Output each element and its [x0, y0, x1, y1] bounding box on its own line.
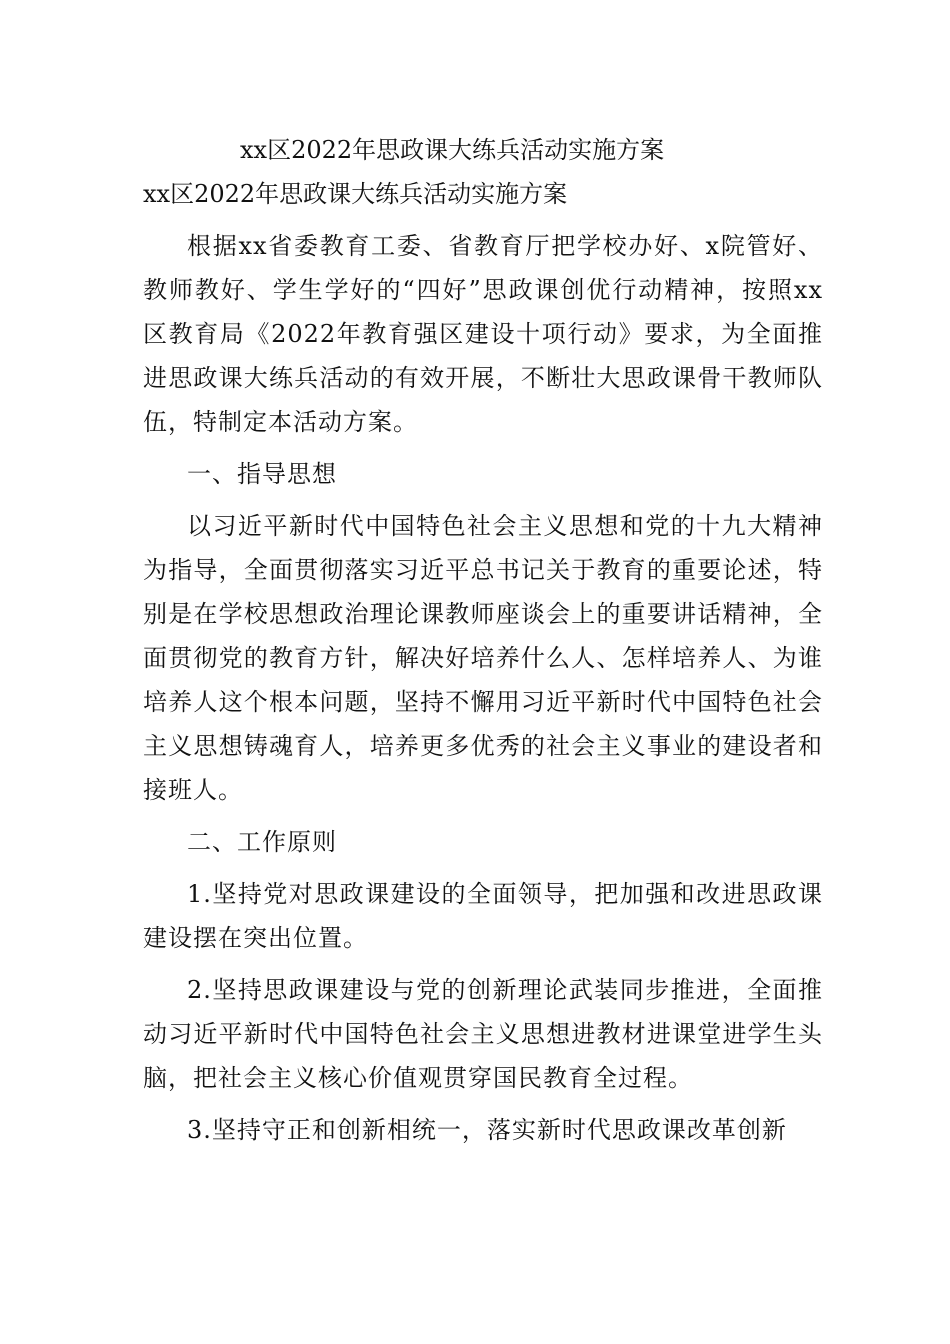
principle-item-2: 2.坚持思政课建设与党的创新理论武装同步推进，全面推动习近平新时代中国特色社会主义思想进教材进课堂进学生头脑，把社会主义核心价值观贯穿国民教育全过程。: [143, 976, 823, 1092]
intro-paragraph: 根据xx省委教育工委、省教育厅把学校办好、x院管好、教师教好、学生学好的“四好”思政课创优行动精神，按照xx区教育局《2022年教育强区建设十项行动》要求，为全面推进思政课大练兵活动的有效开展，不断壮大思政课骨干教师队伍，特制定本活动方案。: [143, 232, 823, 436]
principle-item-3: 3.坚持守正和创新相统一，落实新时代思政课改革创新: [187, 1116, 787, 1144]
document-title: xx区2022年思政课大练兵活动实施方案: [240, 136, 665, 164]
section-1-paragraph: 以习近平新时代中国特色社会主义思想和党的十九大精神为指导，全面贯彻落实习近平总书记关于教育的重要论述，特别是在学校思想政治理论课教师座谈会上的重要讲话精神，全面贯彻党的教育方针，解决好培养什么人、怎样培养人、为谁培养人这个根本问题，坚持不懈用习近平新时代中国特色社会主义思想铸魂育人，培养更多优秀的社会主义事业的建设者和接班人。: [143, 512, 823, 804]
section-2-heading: 二、工作原则: [187, 828, 337, 856]
document-subtitle: xx区2022年思政课大练兵活动实施方案: [143, 180, 568, 208]
section-1-heading: 一、指导思想: [187, 460, 337, 488]
document-body: [143, 128, 823, 1152]
principle-item-1: 1.坚持党对思政课建设的全面领导，把加强和改进思政课建设摆在突出位置。: [143, 880, 823, 952]
